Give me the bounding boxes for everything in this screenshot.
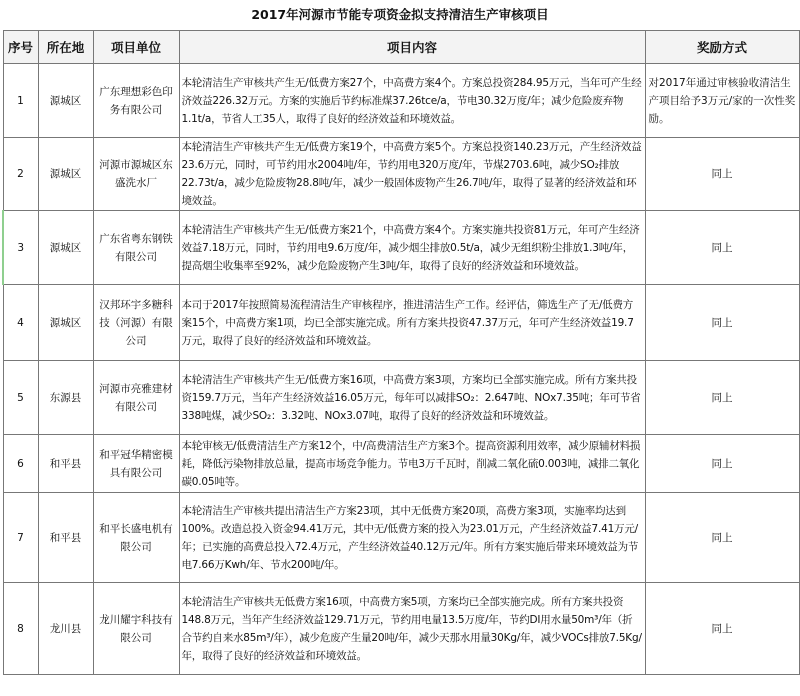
row-reward: 同上 — [645, 138, 799, 211]
row-location: 源城区 — [38, 285, 93, 361]
table-row — [3, 211, 799, 285]
row-content: 本轮清洁生产审核共产生无/低费方案16项，中高费方案3项，方案均已全部实施完成。所有方案共投资159.7万元，当年产生经济效益16.05万元，每年可以减排SO₂：2.647吨、NOx7.35吨；年可节省338吨煤，减少SO₂：3.32吨、NOx3.07吨，取得了良好的经济效益和环境效益。 — [179, 361, 645, 435]
row-reward: 对2017年通过审核验收清洁生产项目给予3万元/家的一次性奖励。 — [645, 64, 799, 138]
table-row — [3, 285, 799, 361]
row-reward: 同上 — [645, 493, 799, 583]
row-content: 本轮清洁生产审核共产生无/低费方案27个，中高费方案4个。方案总投资284.95万元，当年可产生经济效益226.32万元。方案的实施后节约标准煤37.26tce/a，节电30.32万度/年；减少危险废弃物1.1t/a，节省人工35人，取得了良好的经济效益和环境效益。 — [179, 64, 645, 138]
row-reward: 同上 — [645, 211, 799, 285]
row-unit: 和平冠华精密模具有限公司 — [93, 435, 179, 493]
row-location: 和平县 — [38, 435, 93, 493]
table-row — [3, 138, 799, 211]
row-unit: 河源市亮雅建材有限公司 — [93, 361, 179, 435]
row-unit: 河源市源城区东盛洗水厂 — [93, 138, 179, 211]
row-reward: 同上 — [645, 285, 799, 361]
row-index: 4 — [3, 285, 38, 361]
table-row — [3, 435, 799, 493]
row-index: 1 — [3, 64, 38, 138]
header-index: 序号 — [3, 31, 38, 64]
header-location: 所在地 — [38, 31, 93, 64]
row-reward: 同上 — [645, 361, 799, 435]
row-index: 3 — [3, 211, 38, 285]
row-index: 5 — [3, 361, 38, 435]
header-unit: 项目单位 — [93, 31, 179, 64]
row-content: 本轮清洁生产审核共产生无/低费方案21个，中高费方案4个。方案实施共投资81万元，年可产生经济效益7.18万元，同时，节约用电9.6万度/年，减少烟尘排放0.5t/a，减少无组织粉尘排放1.3吨/年，提高烟尘收集率至92%，减少危险废物产生3吨/年，取得了良好的经济效益和环境效益。 — [179, 211, 645, 285]
row-location: 和平县 — [38, 493, 93, 583]
header-reward: 奖励方式 — [645, 31, 799, 64]
row-location: 源城区 — [38, 64, 93, 138]
row-index: 8 — [3, 583, 38, 675]
row-index: 2 — [3, 138, 38, 211]
row-unit: 龙川耀宇科技有限公司 — [93, 583, 179, 675]
row-index: 6 — [3, 435, 38, 493]
table-row — [3, 361, 799, 435]
project-table — [2, 30, 800, 675]
row-content: 本轮审核无/低费清洁生产方案12个，中/高费清洁生产方案3个。提高资源利用效率，减少原辅材料损耗，降低污染物排放总量，提高市场竞争能力。节电3万千瓦时，削减二氧化硫0.003吨，减排二氧化碳0.05吨等。 — [179, 435, 645, 493]
row-content: 本司于2017年按照简易流程清洁生产审核程序，推进清洁生产工作。经评估，筛选生产了无/低费方案15个，中高费方案1项，均已全部实施完成。所有方案共投资47.37万元，年可产生经济效益19.7万元，取得了良好的经济效益和环境效益。 — [179, 285, 645, 361]
row-content: 本轮清洁生产审核共提出清洁生产方案23项，其中无低费方案20项，高费方案3项，实施率均达到100%。改造总投入资金94.41万元，其中无/低费方案的投入为23.01万元，产生经济效益7.41万元/年；已实施的高费总投入72.4万元，产生经济效益40.12万元/年。所有方案实施后带来环境效益为节电7.66万Kwh/年、节水200吨/年。 — [179, 493, 645, 583]
header-row — [3, 31, 799, 64]
row-location: 龙川县 — [38, 583, 93, 675]
row-unit: 汉邦环宇多糖科技（河源）有限公司 — [93, 285, 179, 361]
row-reward: 同上 — [645, 435, 799, 493]
row-location: 东源县 — [38, 361, 93, 435]
row-index: 7 — [3, 493, 38, 583]
table-row — [3, 493, 799, 583]
table-row — [3, 64, 799, 138]
row-content: 本轮清洁生产审核共无低费方案16项，中高费方案5项，方案均已全部实施完成。所有方案共投资148.8万元，当年产生经济效益129.71万元，节约用电量13.5万度/年，节约DI用水量50m³/年（折合节约自来水85m³/年），减少危废产生量20吨/年，减少天那水用量30Kg/年，减少VOCs排放7.5Kg/年，取得了良好的经济效益和环境效益。 — [179, 583, 645, 675]
row-unit: 广东省粤东钢铁有限公司 — [93, 211, 179, 285]
page-title: 2017年河源市节能专项资金拟支持清洁生产审核项目 — [251, 7, 549, 22]
row-content: 本轮清洁生产审核共产生无/低费方案19个，中高费方案5个。方案总投资140.23万元，产生经济效益23.6万元，同时，可节约用水2004吨/年，节约用电320万度/年，节煤2703.6吨，减少SO₂排放22.73t/a，减少危险废物28.8吨/年，减少一般固体废物产生26.7吨/年，取得了显著的经济效益和环境效益。 — [179, 138, 645, 211]
row-reward: 同上 — [645, 583, 799, 675]
row-unit: 广东理想彩色印务有限公司 — [93, 64, 179, 138]
header-content: 项目内容 — [179, 31, 645, 64]
table-row — [3, 583, 799, 675]
row-location: 源城区 — [38, 211, 93, 285]
row-location: 源城区 — [38, 138, 93, 211]
row-unit: 和平长盛电机有限公司 — [93, 493, 179, 583]
